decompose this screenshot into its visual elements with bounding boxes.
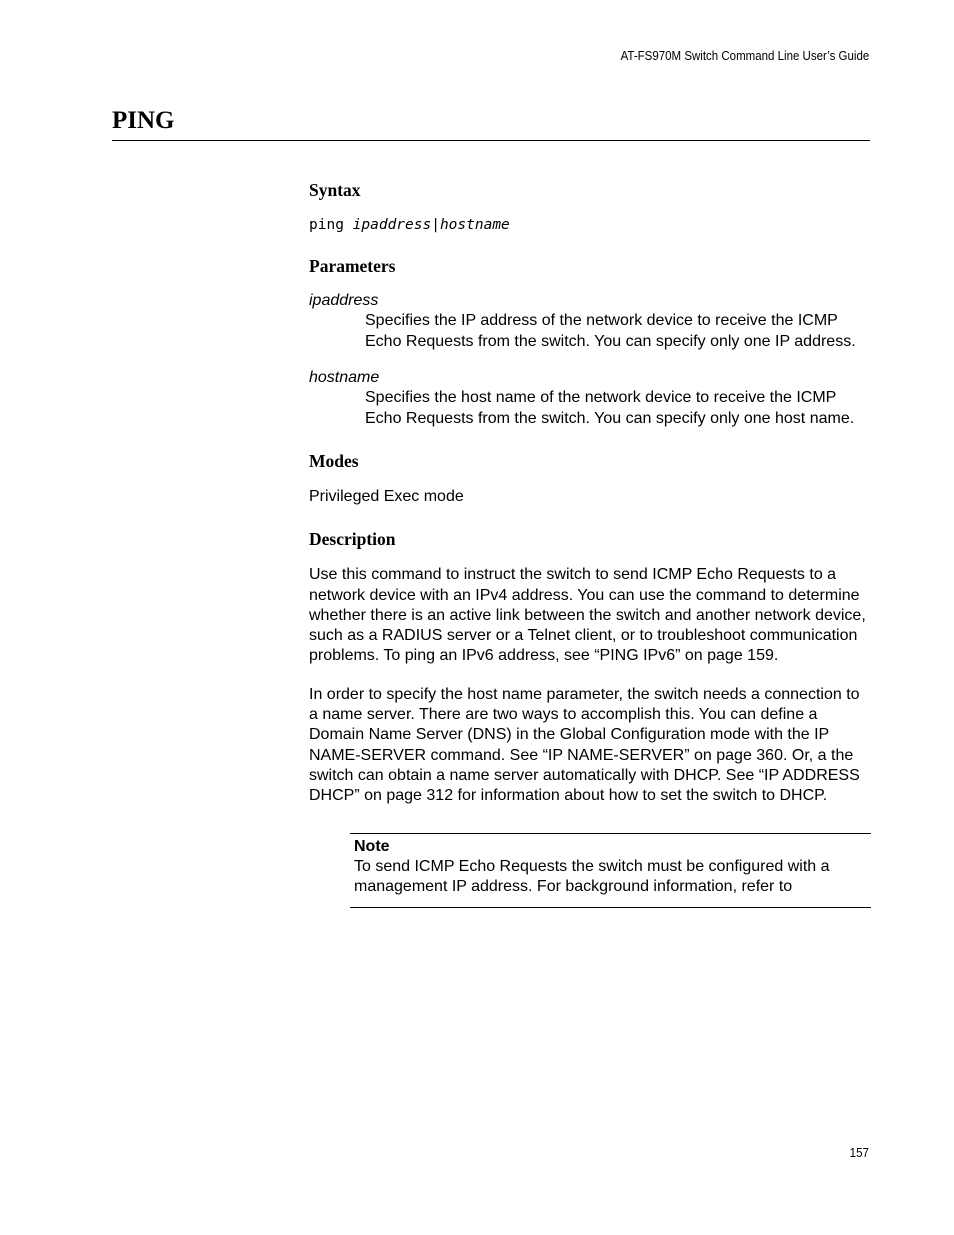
note-label: Note [354, 837, 390, 855]
syntax-section [309, 178, 871, 235]
title-rule [112, 140, 870, 141]
page-number: 157 [849, 1146, 869, 1160]
parameter-item [309, 368, 871, 429]
syntax-heading: Syntax [309, 180, 361, 200]
note-text: To send ICMP Echo Requests the switch must be configured with a management IP address. For background information, refer to [354, 857, 830, 896]
parameter-name: hostname [309, 369, 380, 386]
parameter-name: ipaddress [309, 292, 379, 309]
parameters-section [309, 254, 871, 429]
parameter-item [309, 291, 871, 352]
modes-heading: Modes [309, 451, 359, 471]
description-section [309, 527, 871, 806]
description-paragraph: In order to specify the host name parameter, the switch needs a connection to a name server. There are two ways to accomplish this. You can define a Domain Name Server (DNS) in the Global Configuration mode with the IP NAME-SERVER command. See “IP NAME-SERVER” on page 360. Or, a the switch can obtain a name server automatically with DHCP. See “IP ADDRESS DHCP” on page 312 for information about how to set the switch to DHCP. [309, 685, 860, 805]
page-title: PING [112, 107, 175, 134]
modes-section [309, 449, 871, 507]
parameter-description: Specifies the IP address of the network device to receive the ICMP Echo Requests from the switch. You can specify only one IP address. [365, 312, 856, 350]
parameters-heading: Parameters [309, 256, 396, 276]
modes-text: Privileged Exec mode [309, 488, 464, 505]
main-content [309, 178, 871, 908]
syntax-command-line [309, 215, 871, 235]
parameter-description: Specifies the host name of the network device to receive the ICMP Echo Requests from the switch. You can specify only one host name. [365, 389, 855, 427]
running-header: AT-FS970M Switch Command Line User’s Guide [620, 49, 869, 63]
syntax-command: ping [309, 217, 344, 233]
syntax-arguments: ipaddress|hostname [352, 217, 510, 233]
note-box [350, 833, 871, 908]
description-paragraph: Use this command to instruct the switch to send ICMP Echo Requests to a network device with an IPv4 address. You can use the command to determine whether there is an active link between the switch and another network device, such as a RADIUS server or a Telnet client, or to troubleshoot communication problems. To ping an IPv6 address, see “PING IPv6” on page 159. [309, 566, 866, 665]
description-heading: Description [309, 529, 396, 550]
